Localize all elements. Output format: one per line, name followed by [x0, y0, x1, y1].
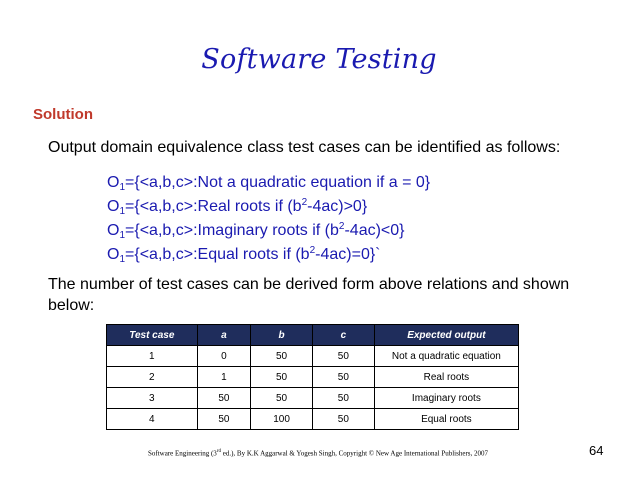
table-cell: 50	[312, 367, 374, 388]
test-case-table	[106, 324, 519, 430]
table-cell: Real roots	[374, 367, 518, 388]
table-cell: Not a quadratic equation	[374, 346, 518, 367]
table-cell: 100	[251, 409, 313, 430]
table-cell: 1	[197, 367, 251, 388]
header-expected-output: Expected output	[374, 325, 518, 346]
table-cell: 50	[197, 388, 251, 409]
table-cell: 3	[107, 388, 198, 409]
formula-imaginary-roots: $O_1=\{<a,b,c>:Imaginary$ roots if $(b^2-4ac)<0$}	[107, 221, 405, 241]
page-number: 64	[589, 443, 604, 458]
formula-real-roots: $O_1=\{<a,b,c>:Real$ roots if $(b^2-4ac)>0$}	[107, 197, 368, 217]
header-test-case: Test case	[107, 325, 198, 346]
table-cell: 50	[251, 388, 313, 409]
table-row	[107, 409, 519, 430]
table-cell: 50	[312, 388, 374, 409]
table-cell: 50	[197, 409, 251, 430]
table-cell: 0	[197, 346, 251, 367]
table-cell: 50	[312, 409, 374, 430]
table-cell: Equal roots	[374, 409, 518, 430]
table-cell: Imaginary roots	[374, 388, 518, 409]
table-cell: 2	[107, 367, 198, 388]
table-cell: 50	[312, 346, 374, 367]
table-row	[107, 388, 519, 409]
solution-heading: Solution	[33, 106, 93, 123]
table-row	[107, 367, 519, 388]
formula-not-quadratic: $O_1=\{<a,b,c>:Not$ a quadratic equation if a = 0}	[107, 174, 431, 193]
relations-text: The number of test cases can be derived form above relations and shown below:	[48, 276, 570, 314]
slide-title: Software Testing	[201, 44, 437, 75]
header-a: a	[197, 325, 251, 346]
table-cell: 50	[251, 346, 313, 367]
table-cell: 50	[251, 367, 313, 388]
table-cell: 4	[107, 409, 198, 430]
intro-text: Output domain equivalence class test cases can be identified as follows:	[48, 139, 561, 156]
table-row	[107, 346, 519, 367]
header-c: c	[312, 325, 374, 346]
table-header-row	[107, 325, 519, 346]
footer-citation: Software Engineering (3rd ed.), By K.K Aggarwal & Yogesh Singh, Copyright © New Age International Publishers, 2007	[148, 449, 489, 458]
table-cell: 1	[107, 346, 198, 367]
header-b: b	[251, 325, 313, 346]
formula-equal-roots: $O_1=\{<a,b,c>:Equal$ roots if $(b^2-4ac)=0\}`$	[107, 245, 381, 265]
